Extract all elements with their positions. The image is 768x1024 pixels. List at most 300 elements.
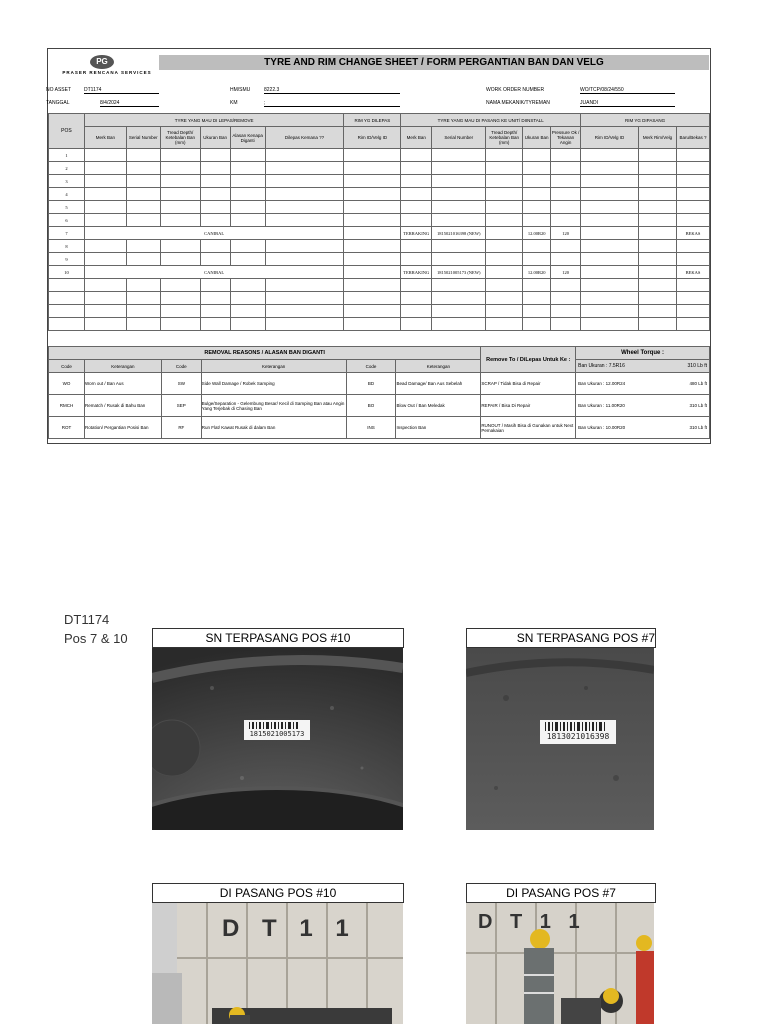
table-cell[interactable] bbox=[486, 175, 523, 188]
table-cell[interactable] bbox=[344, 292, 401, 305]
table-cell[interactable] bbox=[230, 201, 265, 214]
torque-value: 310 Lb ft bbox=[689, 425, 707, 430]
table-cell[interactable] bbox=[432, 214, 486, 227]
no-asset-label: NO ASSET bbox=[46, 87, 72, 93]
table-cell[interactable] bbox=[126, 279, 160, 292]
photo-title-pos10-sn: SN TERPASANG POS #10 bbox=[152, 628, 404, 648]
table-row bbox=[49, 253, 710, 266]
table-cell[interactable]: 7 bbox=[49, 227, 85, 240]
col-header: Merk Rim/Velg bbox=[638, 127, 676, 149]
table-cell[interactable] bbox=[230, 279, 265, 292]
table-cell[interactable] bbox=[265, 214, 344, 227]
torque-value: 310 Lb ft bbox=[687, 363, 707, 369]
table-cell[interactable] bbox=[265, 201, 344, 214]
table-cell[interactable] bbox=[486, 279, 523, 292]
torque-size-cell bbox=[576, 360, 710, 373]
reason-code: RMCH bbox=[49, 395, 85, 417]
table-cell[interactable] bbox=[486, 253, 523, 266]
table-cell[interactable] bbox=[160, 305, 200, 318]
reason-description: Inspection Ban bbox=[396, 417, 481, 439]
truck-photo-pos10 bbox=[152, 903, 403, 1024]
table-cell[interactable] bbox=[551, 253, 581, 266]
table-cell[interactable] bbox=[160, 214, 200, 227]
table-cell[interactable] bbox=[126, 214, 160, 227]
reason-row bbox=[49, 373, 710, 395]
table-cell[interactable] bbox=[84, 305, 126, 318]
tyre-size: Ban Ukuran : 10.00R20 bbox=[578, 425, 626, 430]
mekanik-label: NAMA MEKANIK/TYREMAN bbox=[486, 100, 550, 106]
table-cell[interactable] bbox=[581, 318, 639, 331]
reason-row bbox=[49, 417, 710, 439]
table-cell[interactable] bbox=[84, 175, 126, 188]
table-cell[interactable] bbox=[126, 305, 160, 318]
reason-code: INS bbox=[346, 417, 396, 439]
table-cell[interactable] bbox=[84, 201, 126, 214]
table-cell[interactable] bbox=[638, 305, 676, 318]
table-cell[interactable] bbox=[160, 175, 200, 188]
table-cell[interactable] bbox=[160, 240, 200, 253]
reason-description: Bead Damage/ Ban Aus Sebelah bbox=[396, 373, 481, 395]
table-cell[interactable] bbox=[432, 201, 486, 214]
table-cell[interactable] bbox=[551, 149, 581, 162]
table-row bbox=[49, 318, 710, 331]
table-cell[interactable] bbox=[638, 201, 676, 214]
table-cell[interactable] bbox=[638, 214, 676, 227]
table-cell[interactable] bbox=[230, 292, 265, 305]
table-row bbox=[49, 201, 710, 214]
table-cell[interactable] bbox=[523, 175, 551, 188]
installed-header: TYRE YANG MAU DI PASANG KE UNIT/ DIINSTALL bbox=[401, 114, 581, 127]
table-cell[interactable] bbox=[230, 240, 265, 253]
table-row bbox=[49, 149, 710, 162]
table-cell[interactable] bbox=[265, 240, 344, 253]
table-cell[interactable]: 6 bbox=[49, 214, 85, 227]
no-asset-value: DT1174 bbox=[84, 87, 159, 94]
remove-to-cell: SCRAP / Tidak Bisa di Repair bbox=[481, 373, 576, 395]
torque-cell bbox=[576, 373, 710, 395]
table-cell[interactable] bbox=[551, 318, 581, 331]
col-header: Alasan Kenapa Diganti bbox=[230, 127, 265, 149]
table-cell[interactable] bbox=[230, 162, 265, 175]
col-header: Pressure Ok / Tekanan Angin bbox=[551, 127, 581, 149]
table-cell[interactable] bbox=[523, 292, 551, 305]
tyre-size: Ban Ukuran : 11.00R20 bbox=[578, 403, 625, 408]
table-cell[interactable] bbox=[581, 175, 639, 188]
table-cell[interactable] bbox=[49, 292, 85, 305]
table-cell[interactable] bbox=[230, 318, 265, 331]
table-cell[interactable] bbox=[344, 253, 401, 266]
col-header: Tread Depth/ Ketebalan Ban (mm) bbox=[160, 127, 200, 149]
hm-value: 8222.3 bbox=[264, 87, 400, 94]
table-cell[interactable]: 120 bbox=[551, 266, 581, 279]
table-cell[interactable] bbox=[160, 292, 200, 305]
table-cell[interactable] bbox=[676, 201, 709, 214]
table-cell[interactable] bbox=[344, 175, 401, 188]
table-cell[interactable] bbox=[200, 175, 230, 188]
table-cell[interactable] bbox=[581, 162, 639, 175]
table-cell[interactable] bbox=[432, 188, 486, 201]
table-cell[interactable]: CANIBAL bbox=[84, 227, 344, 240]
table-cell[interactable] bbox=[84, 279, 126, 292]
torque-value: 480 Lb ft bbox=[689, 381, 707, 386]
table-cell[interactable] bbox=[432, 318, 486, 331]
table-cell[interactable] bbox=[344, 227, 401, 240]
table-cell[interactable] bbox=[523, 318, 551, 331]
reasons-rows bbox=[49, 373, 710, 439]
table-cell[interactable] bbox=[200, 240, 230, 253]
table-cell[interactable] bbox=[581, 305, 639, 318]
table-cell[interactable] bbox=[265, 253, 344, 266]
table-cell[interactable]: 120 bbox=[551, 227, 581, 240]
table-cell[interactable] bbox=[638, 292, 676, 305]
table-cell[interactable] bbox=[126, 188, 160, 201]
table-cell[interactable] bbox=[581, 188, 639, 201]
table-cell[interactable] bbox=[523, 149, 551, 162]
table-cell[interactable] bbox=[551, 162, 581, 175]
table-cell[interactable]: 10 bbox=[49, 266, 85, 279]
table-cell[interactable] bbox=[160, 149, 200, 162]
ket-header: Keterangan bbox=[201, 360, 346, 373]
reason-code: RF bbox=[161, 417, 201, 439]
table-row bbox=[49, 214, 710, 227]
table-cell[interactable] bbox=[401, 188, 432, 201]
table-cell[interactable] bbox=[581, 201, 639, 214]
table-cell[interactable] bbox=[638, 240, 676, 253]
table-cell[interactable] bbox=[638, 188, 676, 201]
photo-title-pos7-installed: DI PASANG POS #7 bbox=[466, 883, 656, 903]
table-cell[interactable] bbox=[230, 188, 265, 201]
table-cell[interactable]: TERRAKING bbox=[401, 227, 432, 240]
col-header: Rim ID/Velg ID bbox=[581, 127, 639, 149]
table-cell[interactable] bbox=[401, 292, 432, 305]
table-cell[interactable] bbox=[638, 149, 676, 162]
tyre-rows bbox=[49, 149, 710, 331]
table-cell[interactable] bbox=[344, 214, 401, 227]
reasons-title: REMOVAL REASONS / ALASAN BAN DIGANTI bbox=[49, 347, 481, 360]
table-cell[interactable]: 1815021005173 (NEW) bbox=[432, 266, 486, 279]
tyre-illustration bbox=[152, 648, 403, 830]
serial-label-pos10: 1815021005173 bbox=[249, 730, 305, 738]
table-cell[interactable] bbox=[126, 201, 160, 214]
tanggal-value: 8/4/2024 bbox=[100, 100, 159, 107]
table-cell[interactable] bbox=[126, 175, 160, 188]
table-cell[interactable] bbox=[265, 318, 344, 331]
table-cell[interactable]: CANIBAL bbox=[84, 266, 344, 279]
reason-code: SW bbox=[161, 373, 201, 395]
table-cell[interactable] bbox=[581, 149, 639, 162]
table-cell[interactable] bbox=[676, 292, 709, 305]
table-cell[interactable] bbox=[581, 292, 639, 305]
table-cell[interactable] bbox=[486, 240, 523, 253]
table-cell[interactable] bbox=[200, 188, 230, 201]
table-cell[interactable] bbox=[230, 214, 265, 227]
table-cell[interactable] bbox=[200, 318, 230, 331]
table-cell[interactable] bbox=[581, 240, 639, 253]
table-cell[interactable] bbox=[523, 240, 551, 253]
table-cell[interactable] bbox=[581, 253, 639, 266]
table-row bbox=[49, 175, 710, 188]
table-cell[interactable] bbox=[486, 318, 523, 331]
table-cell[interactable] bbox=[401, 279, 432, 292]
table-cell[interactable] bbox=[84, 240, 126, 253]
table-cell[interactable] bbox=[486, 214, 523, 227]
table-cell[interactable] bbox=[265, 175, 344, 188]
table-cell[interactable] bbox=[344, 305, 401, 318]
table-cell[interactable] bbox=[200, 201, 230, 214]
table-cell[interactable]: 12.00R20 bbox=[523, 266, 551, 279]
table-row bbox=[49, 188, 710, 201]
rim-installed-header: RIM YG DIPASANG bbox=[581, 114, 710, 127]
table-cell[interactable] bbox=[432, 175, 486, 188]
table-cell[interactable] bbox=[344, 188, 401, 201]
table-cell[interactable] bbox=[230, 175, 265, 188]
table-cell[interactable] bbox=[84, 162, 126, 175]
code-header: Code bbox=[346, 360, 396, 373]
table-cell[interactable] bbox=[432, 162, 486, 175]
table-cell[interactable] bbox=[200, 292, 230, 305]
table-cell[interactable] bbox=[344, 162, 401, 175]
serial-label-pos7: 1813021016398 bbox=[546, 732, 610, 741]
table-cell[interactable] bbox=[676, 214, 709, 227]
table-cell[interactable] bbox=[432, 240, 486, 253]
table-row bbox=[49, 292, 710, 305]
reason-description: Rematch / Rusak di Bahu Ban bbox=[84, 395, 161, 417]
table-cell[interactable] bbox=[344, 318, 401, 331]
table-cell[interactable] bbox=[49, 318, 85, 331]
table-cell[interactable] bbox=[486, 305, 523, 318]
table-cell[interactable] bbox=[638, 227, 676, 240]
table-cell[interactable]: 2 bbox=[49, 162, 85, 175]
table-cell[interactable]: 1 bbox=[49, 149, 85, 162]
table-cell[interactable] bbox=[523, 201, 551, 214]
table-cell[interactable] bbox=[486, 227, 523, 240]
table-cell[interactable]: 1815021016398 (NEW) bbox=[432, 227, 486, 240]
table-cell[interactable] bbox=[265, 279, 344, 292]
table-cell[interactable] bbox=[265, 305, 344, 318]
col-header: Tread Depth/ Ketebalan Ban (mm) bbox=[486, 127, 523, 149]
table-cell[interactable] bbox=[551, 240, 581, 253]
table-cell[interactable] bbox=[84, 188, 126, 201]
reason-description: Rotation/ Pergantian Posisi Ban bbox=[84, 417, 161, 439]
table-cell[interactable] bbox=[551, 279, 581, 292]
table-cell[interactable] bbox=[84, 253, 126, 266]
table-cell[interactable] bbox=[84, 318, 126, 331]
table-cell[interactable] bbox=[676, 253, 709, 266]
table-row bbox=[49, 266, 710, 279]
table-cell[interactable] bbox=[638, 175, 676, 188]
table-cell[interactable] bbox=[160, 188, 200, 201]
table-cell[interactable] bbox=[84, 292, 126, 305]
table-cell[interactable] bbox=[523, 305, 551, 318]
table-cell[interactable] bbox=[486, 188, 523, 201]
table-cell[interactable] bbox=[160, 162, 200, 175]
table-cell[interactable] bbox=[230, 149, 265, 162]
col-header: Ukuran Ban bbox=[523, 127, 551, 149]
table-cell[interactable] bbox=[126, 162, 160, 175]
table-cell[interactable] bbox=[344, 149, 401, 162]
table-cell[interactable] bbox=[551, 175, 581, 188]
table-cell[interactable] bbox=[638, 318, 676, 331]
table-cell[interactable]: 5 bbox=[49, 201, 85, 214]
table-cell[interactable] bbox=[200, 214, 230, 227]
table-cell[interactable] bbox=[676, 162, 709, 175]
table-cell[interactable] bbox=[160, 201, 200, 214]
table-cell[interactable] bbox=[401, 214, 432, 227]
table-cell[interactable] bbox=[676, 318, 709, 331]
table-cell[interactable] bbox=[638, 279, 676, 292]
table-cell[interactable] bbox=[523, 279, 551, 292]
table-cell[interactable]: 9 bbox=[49, 253, 85, 266]
table-cell[interactable]: TERRAKING bbox=[401, 266, 432, 279]
table-cell[interactable] bbox=[432, 292, 486, 305]
table-cell[interactable] bbox=[200, 305, 230, 318]
table-cell[interactable] bbox=[486, 266, 523, 279]
table-cell[interactable] bbox=[486, 162, 523, 175]
table-cell[interactable] bbox=[200, 149, 230, 162]
table-cell[interactable] bbox=[676, 240, 709, 253]
table-cell[interactable] bbox=[486, 149, 523, 162]
photo-title-pos7-sn: SN TERPASANG POS #7 bbox=[466, 628, 656, 648]
table-cell[interactable] bbox=[401, 253, 432, 266]
table-cell[interactable] bbox=[401, 318, 432, 331]
table-cell[interactable]: 12.00R20 bbox=[523, 227, 551, 240]
table-row bbox=[49, 279, 710, 292]
table-cell[interactable] bbox=[523, 253, 551, 266]
table-cell[interactable] bbox=[344, 279, 401, 292]
table-cell[interactable] bbox=[551, 214, 581, 227]
mekanik-value: JUANDI bbox=[580, 100, 675, 107]
table-cell[interactable] bbox=[230, 305, 265, 318]
table-cell[interactable] bbox=[581, 214, 639, 227]
table-cell[interactable] bbox=[230, 253, 265, 266]
table-cell[interactable] bbox=[551, 305, 581, 318]
table-cell[interactable] bbox=[551, 201, 581, 214]
table-cell[interactable] bbox=[344, 266, 401, 279]
table-cell[interactable] bbox=[432, 305, 486, 318]
table-cell[interactable] bbox=[676, 149, 709, 162]
col-header: Ukuran Ban bbox=[200, 127, 230, 149]
reason-code: WO bbox=[49, 373, 85, 395]
tyre-serial-photo-pos7 bbox=[466, 648, 654, 830]
table-cell[interactable] bbox=[401, 305, 432, 318]
table-cell[interactable] bbox=[160, 253, 200, 266]
wo-value: WO/TCP/08/24/550 bbox=[580, 87, 675, 94]
table-cell[interactable] bbox=[344, 201, 401, 214]
table-cell[interactable] bbox=[432, 149, 486, 162]
table-cell[interactable] bbox=[126, 240, 160, 253]
table-cell[interactable] bbox=[401, 149, 432, 162]
torque-cell bbox=[576, 417, 710, 439]
table-cell[interactable] bbox=[160, 318, 200, 331]
table-cell[interactable] bbox=[126, 149, 160, 162]
reason-description: Bulge/Separation - Gelembung Besar/ Kecil di Samping Ban atau Angin Yang Terjebak di Chasing Ban bbox=[201, 395, 346, 417]
table-cell[interactable] bbox=[676, 175, 709, 188]
table-cell[interactable] bbox=[401, 240, 432, 253]
pos-header: POS bbox=[49, 114, 85, 149]
table-cell[interactable] bbox=[638, 253, 676, 266]
table-cell[interactable]: 4 bbox=[49, 188, 85, 201]
table-cell[interactable] bbox=[523, 162, 551, 175]
table-cell[interactable] bbox=[49, 305, 85, 318]
table-cell[interactable] bbox=[486, 201, 523, 214]
col-header: Rim ID/Velg ID bbox=[344, 127, 401, 149]
table-cell[interactable] bbox=[265, 188, 344, 201]
reason-row bbox=[49, 395, 710, 417]
table-cell[interactable] bbox=[200, 253, 230, 266]
company-name: PRASER RENCANA SERVICES bbox=[62, 70, 152, 75]
table-cell[interactable] bbox=[265, 292, 344, 305]
table-cell[interactable]: BEKAS bbox=[676, 266, 709, 279]
torque-value: 310 Lb ft bbox=[689, 403, 707, 408]
col-header: Serial Number bbox=[126, 127, 160, 149]
truck-number-pos10: D T 1 1 bbox=[222, 915, 357, 942]
table-row bbox=[49, 240, 710, 253]
table-cell[interactable] bbox=[200, 162, 230, 175]
table-row bbox=[49, 162, 710, 175]
table-cell[interactable] bbox=[676, 279, 709, 292]
col-header: Serial Number bbox=[432, 127, 486, 149]
table-cell[interactable] bbox=[581, 227, 639, 240]
col-header: Merk Ban bbox=[401, 127, 432, 149]
table-cell[interactable] bbox=[676, 305, 709, 318]
table-cell[interactable] bbox=[401, 175, 432, 188]
table-cell[interactable] bbox=[432, 279, 486, 292]
remove-to-cell: RUNOUT / Masih Bisa di Gunakan untuk Next Pemakaian bbox=[481, 417, 576, 439]
wo-label: WORK ORDER NUMBER bbox=[486, 87, 545, 93]
table-cell[interactable] bbox=[432, 253, 486, 266]
table-cell[interactable] bbox=[200, 279, 230, 292]
km-label: KM bbox=[230, 100, 238, 106]
table-cell[interactable] bbox=[486, 292, 523, 305]
tyre-serial-photo-pos10 bbox=[152, 648, 403, 830]
table-cell[interactable] bbox=[401, 201, 432, 214]
col-header: Merk Ban bbox=[84, 127, 126, 149]
table-cell[interactable]: 3 bbox=[49, 175, 85, 188]
table-cell[interactable] bbox=[84, 149, 126, 162]
table-cell[interactable] bbox=[638, 266, 676, 279]
table-cell[interactable] bbox=[551, 292, 581, 305]
table-cell[interactable] bbox=[344, 240, 401, 253]
table-cell[interactable] bbox=[49, 279, 85, 292]
reason-code: BD bbox=[346, 373, 396, 395]
table-cell[interactable] bbox=[126, 292, 160, 305]
table-cell[interactable] bbox=[581, 266, 639, 279]
table-cell[interactable]: BEKAS bbox=[676, 227, 709, 240]
logo-text: PG bbox=[96, 57, 108, 66]
table-cell[interactable] bbox=[126, 253, 160, 266]
table-cell[interactable] bbox=[581, 279, 639, 292]
form-title: TYRE AND RIM CHANGE SHEET / FORM PERGANTIAN BAN DAN VELG bbox=[159, 55, 709, 70]
table-cell[interactable] bbox=[265, 162, 344, 175]
col-header: Dilepas Kemana ?? bbox=[265, 127, 344, 149]
table-cell[interactable] bbox=[126, 318, 160, 331]
table-cell[interactable] bbox=[523, 214, 551, 227]
table-cell[interactable] bbox=[160, 279, 200, 292]
rim-removed-header: RIM YG DILEPAS bbox=[344, 114, 401, 127]
table-cell[interactable] bbox=[523, 188, 551, 201]
hm-label: HM/SMU bbox=[230, 87, 251, 93]
torque-cell bbox=[576, 395, 710, 417]
reason-description: Side Wall Damage / Robek Samping bbox=[201, 373, 346, 395]
table-cell[interactable]: 8 bbox=[49, 240, 85, 253]
table-cell[interactable] bbox=[265, 149, 344, 162]
reason-code: SEP bbox=[161, 395, 201, 417]
table-cell[interactable] bbox=[551, 188, 581, 201]
table-cell[interactable] bbox=[638, 162, 676, 175]
table-cell[interactable] bbox=[401, 162, 432, 175]
table-cell[interactable] bbox=[84, 214, 126, 227]
table-cell[interactable] bbox=[676, 188, 709, 201]
